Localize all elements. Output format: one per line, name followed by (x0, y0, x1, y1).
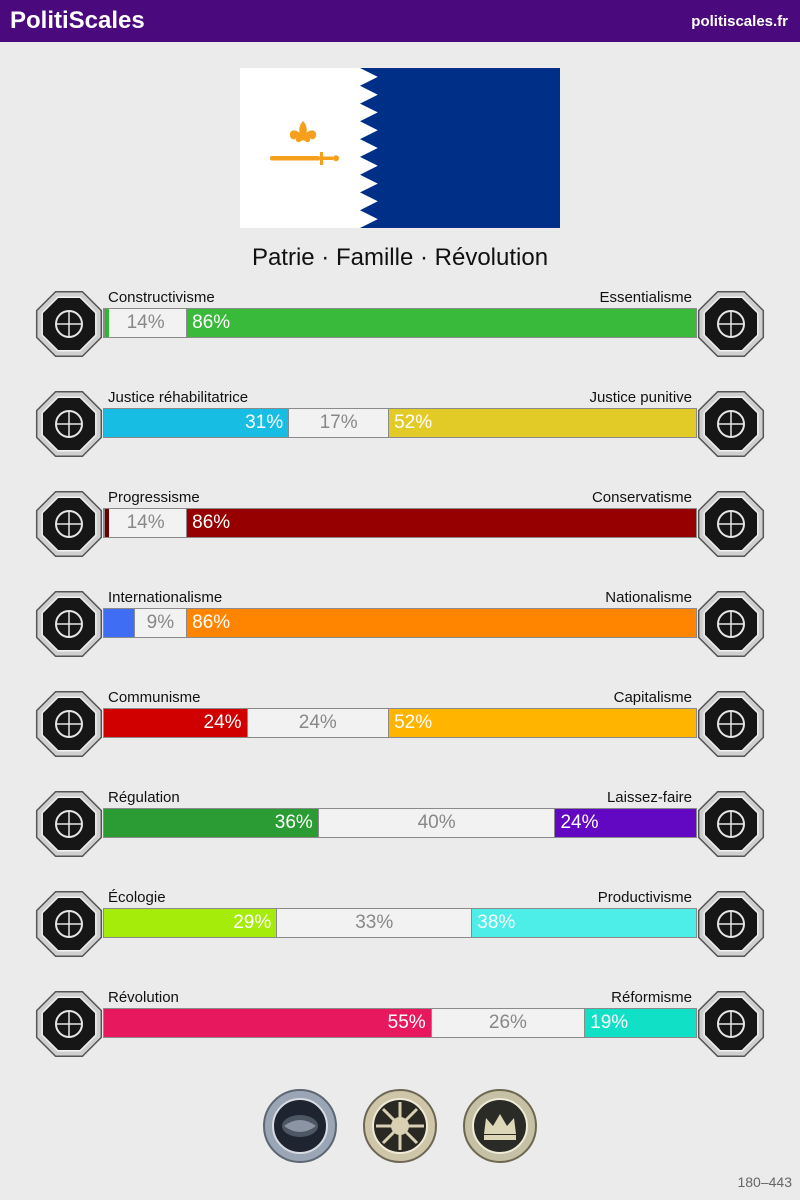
bar-right-segment: 86% (187, 609, 697, 637)
fountain-pen-icon (695, 488, 767, 560)
bar-right-segment: 24% (555, 809, 697, 837)
axis-row (0, 688, 800, 788)
app-header (0, 0, 800, 42)
bar-left-segment: 55% (104, 1009, 431, 1037)
axis-row (0, 288, 800, 388)
prison-bars-icon (695, 388, 767, 460)
axis-left-label: Progressisme (108, 489, 200, 506)
butterfly-icon (695, 788, 767, 860)
globe-icon (33, 588, 105, 660)
axis-row (0, 388, 800, 488)
bar-right-segment: 52% (389, 709, 697, 737)
bar-left-segment (104, 609, 134, 637)
bar-middle-segment: 14% (104, 509, 187, 537)
hammer-sickle-icon (33, 688, 105, 760)
axis-right-label: Capitalisme (613, 689, 692, 706)
bar-middle-segment: 14% (104, 309, 187, 337)
axis-bar (103, 908, 697, 938)
axis-right-label: Justice punitive (589, 389, 692, 406)
axis-row (0, 588, 800, 688)
badges-row (0, 1088, 800, 1164)
money-bag-icon (695, 688, 767, 760)
brand-title[interactable]: PolitiScales (10, 7, 145, 34)
axis-left-label: Justice réhabilitatrice (108, 389, 249, 406)
bar-right-segment: 19% (585, 1009, 697, 1037)
handshake-icon (33, 388, 105, 460)
bar-middle-segment: 24% (247, 709, 390, 737)
gear-icon (695, 888, 767, 960)
feminism-seal-icon (262, 1088, 338, 1164)
axis-left-label: Communisme (108, 689, 201, 706)
footer-id: 180–443 (737, 1174, 792, 1190)
axis-right-label: Laissez-faire (606, 789, 692, 806)
bar-right-segment: 86% (187, 509, 697, 537)
axis-row (0, 488, 800, 588)
axis-right-label: Productivisme (597, 889, 692, 906)
fist-icon (33, 988, 105, 1060)
bar-right-segment: 38% (472, 909, 697, 937)
religion-seal-icon (362, 1088, 438, 1164)
axis-row (0, 988, 800, 1088)
bar-middle-segment: 17% (288, 409, 389, 437)
axis-bar (103, 408, 697, 438)
axis-left-label: Écologie (108, 889, 166, 906)
sprout-icon (33, 888, 105, 960)
axis-bar (103, 808, 697, 838)
axis-bar (103, 708, 697, 738)
axis-bar (103, 1008, 697, 1038)
bar-right-segment: 52% (389, 409, 697, 437)
bar-middle-segment: 26% (431, 1009, 585, 1037)
constructivism-icon (33, 288, 105, 360)
axis-left-label: Révolution (108, 989, 179, 1006)
bar-left-segment: 36% (104, 809, 318, 837)
axis-row (0, 888, 800, 988)
axis-right-label: Essentialisme (599, 289, 692, 306)
bar-left-segment: 24% (104, 709, 247, 737)
slogan: Patrie · Famille · Révolution (251, 244, 549, 271)
flag-icon (695, 588, 767, 660)
axis-left-label: Constructivisme (108, 289, 215, 306)
axis-left-label: Internationalisme (108, 589, 223, 606)
bar-middle-segment: 9% (134, 609, 187, 637)
parliament-icon (695, 988, 767, 1060)
axis-bar (103, 508, 697, 538)
axis-row (0, 788, 800, 888)
axis-right-label: Conservatisme (591, 489, 692, 506)
bar-middle-segment: 40% (318, 809, 556, 837)
essentialism-icon (695, 288, 767, 360)
bar-left-segment: 31% (104, 409, 288, 437)
result-flag (240, 68, 560, 228)
bar-right-segment: 86% (187, 309, 697, 337)
axis-right-label: Réformisme (611, 989, 692, 1006)
ruler-icon (33, 788, 105, 860)
site-url[interactable]: politiscales.fr (691, 13, 788, 30)
monarchism-seal-icon (462, 1088, 538, 1164)
axis-left-label: Régulation (108, 789, 180, 806)
axis-right-label: Nationalisme (605, 589, 692, 606)
bar-middle-segment: 33% (276, 909, 472, 937)
axis-bar (103, 608, 697, 638)
progress-icon (33, 488, 105, 560)
bar-left-segment: 29% (104, 909, 276, 937)
axis-bar (103, 308, 697, 338)
